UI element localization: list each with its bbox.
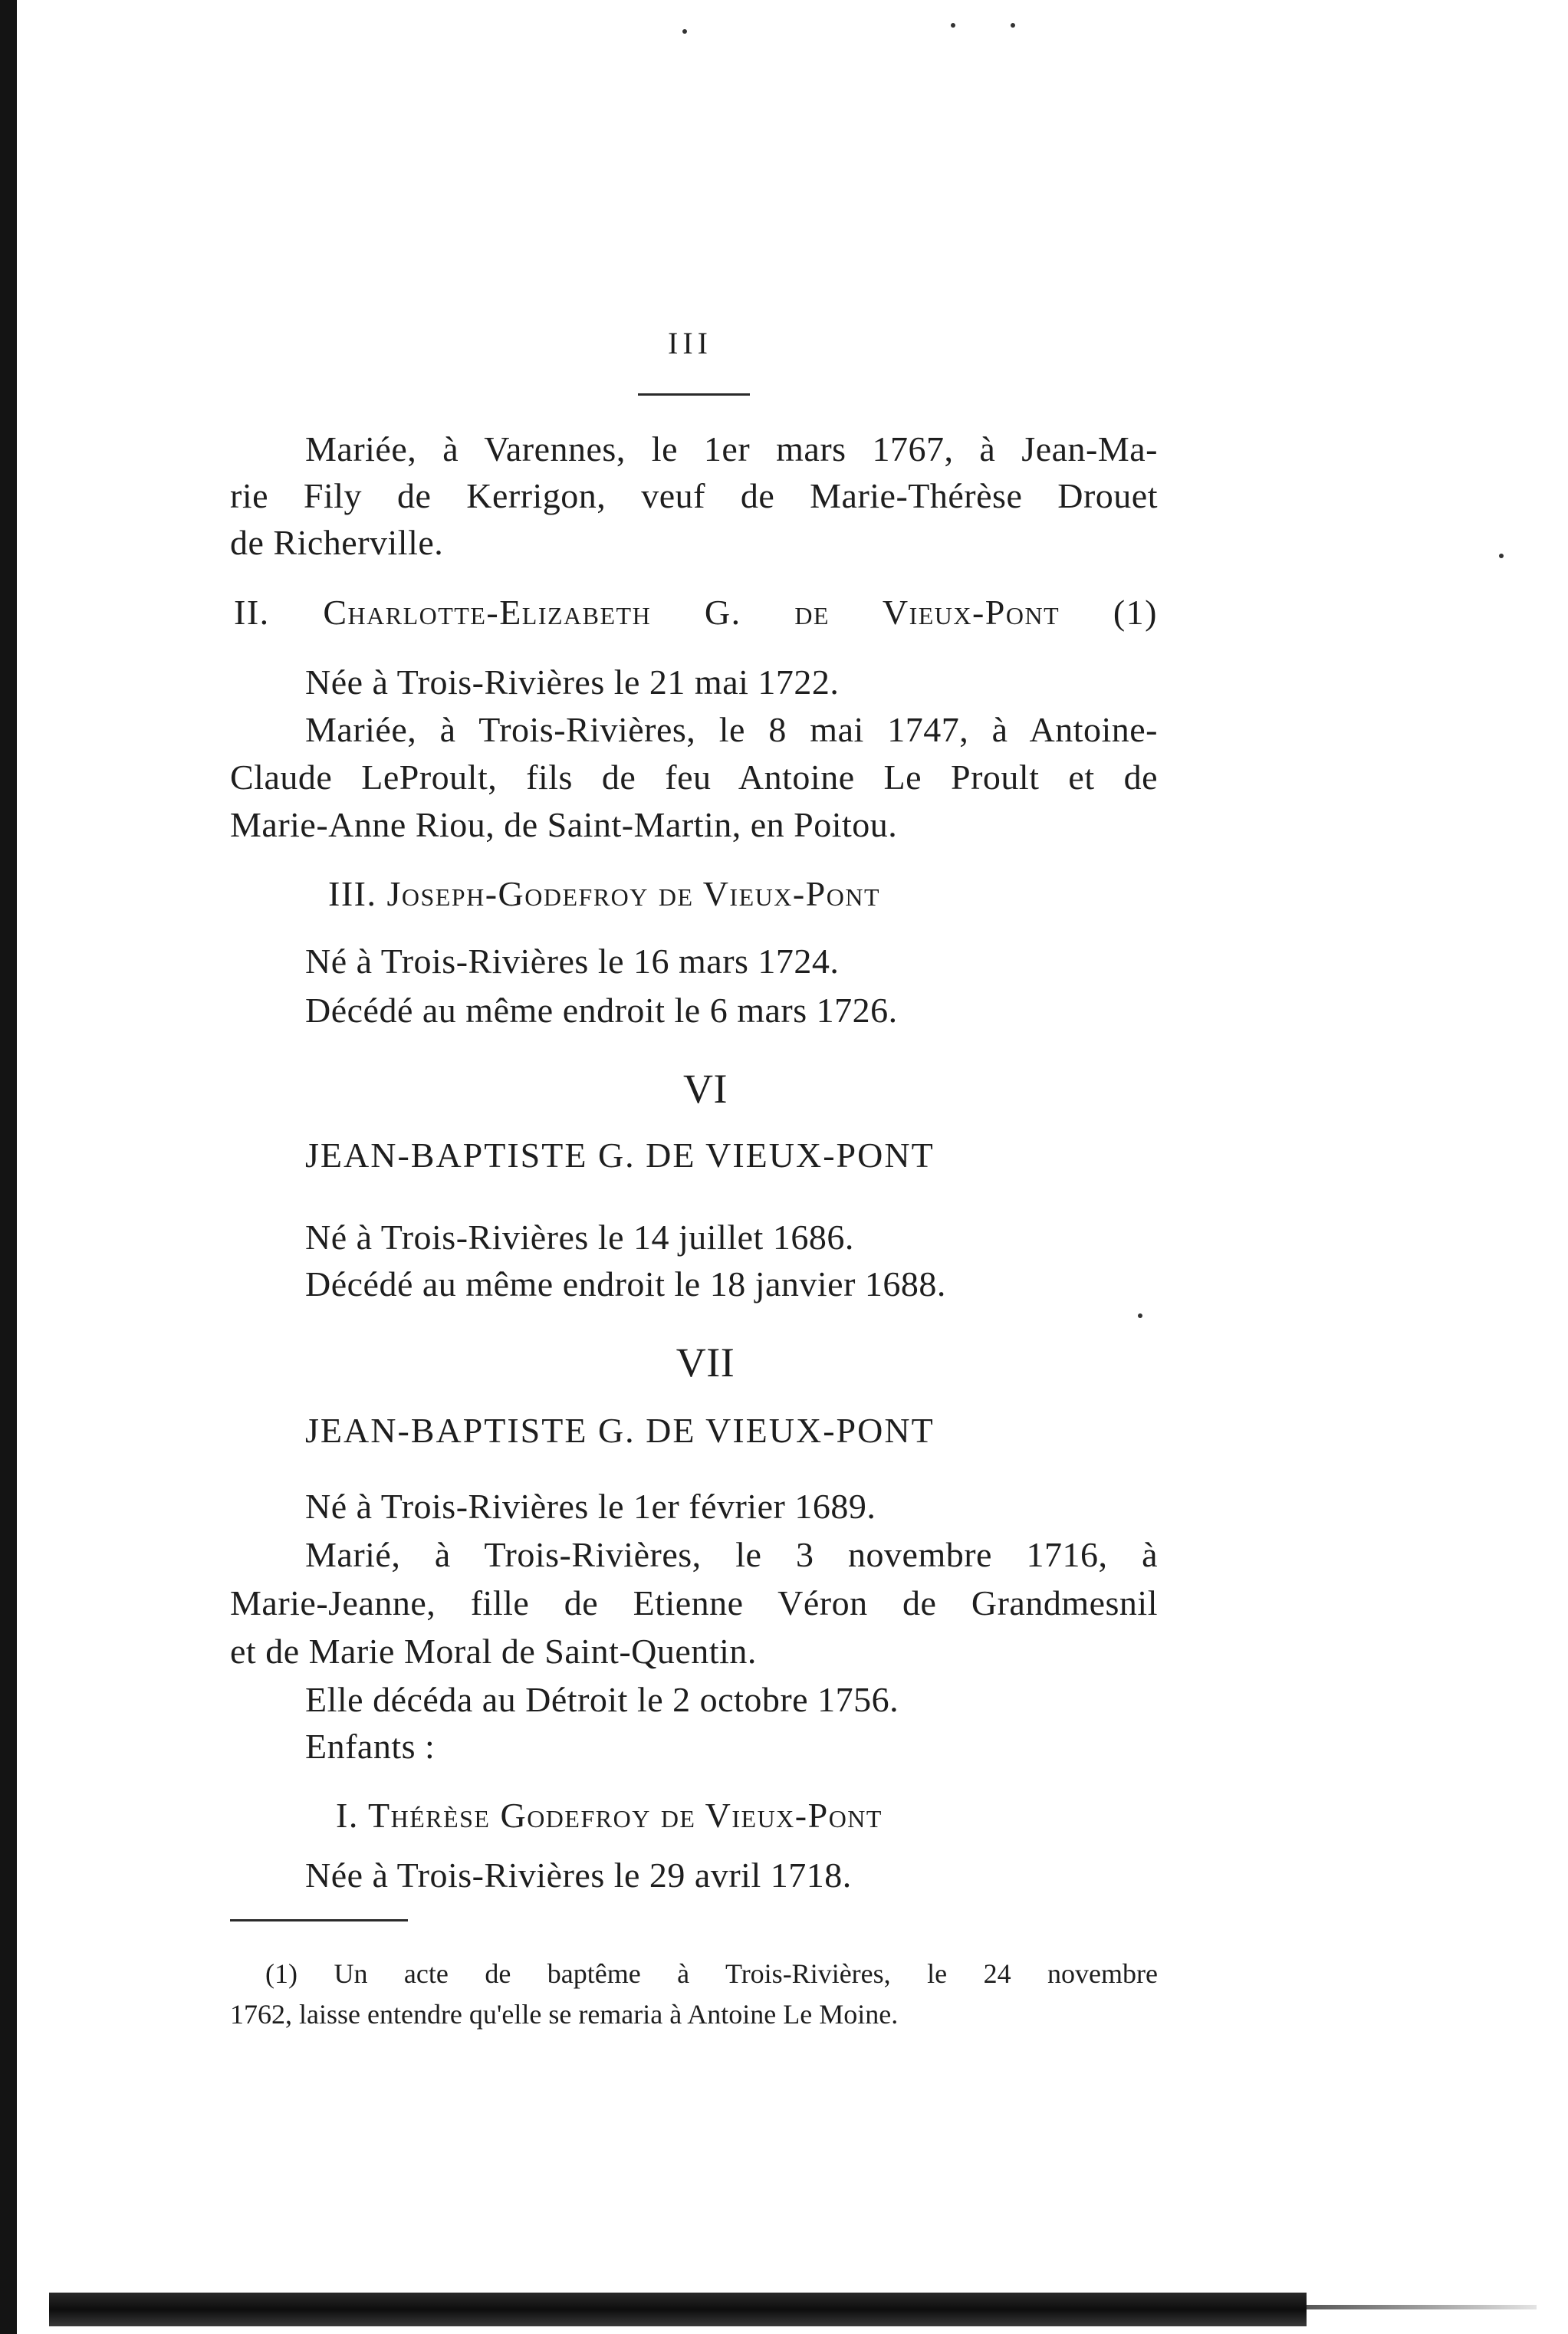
text-line: Mariée, à Trois-Rivières, le 8 mai 1747, à Antoine- [305,710,1158,749]
text-line: Né à Trois-Rivières le 16 mars 1724. [305,942,840,981]
section-number: VI [683,1066,728,1112]
scan-speck [951,23,955,28]
text-line: rie Fily de Kerrigon, veuf de Marie-Thérèse Drouet [230,476,1158,515]
text-line: Enfants : [305,1727,436,1766]
section-number: VII [676,1340,735,1386]
scan-speck [1011,23,1015,28]
text-line: Claude LeProult, fils de feu Antoine Le Proult et de [230,758,1158,797]
scan-shadow-left [0,0,17,2334]
entry-heading: III. Joseph-Godefroy de Vieux-Pont [328,874,881,913]
text-line: et de Marie Moral de Saint-Quentin. [230,1632,757,1671]
page-number: III [668,326,712,360]
text-line: Né à Trois-Rivières le 14 juillet 1686. [305,1218,854,1257]
footnote-rule [230,1919,408,1921]
text-line: Née à Trois-Rivières le 21 mai 1722. [305,662,840,702]
text-line: Né à Trois-Rivières le 1er février 1689. [305,1487,876,1526]
scan-speck [1138,1313,1142,1318]
entry-heading: I. Thérèse Godefroy de Vieux-Pont [336,1796,883,1835]
section-heading: JEAN-BAPTISTE G. DE VIEUX-PONT [305,1411,935,1450]
section-heading: JEAN-BAPTISTE G. DE VIEUX-PONT [305,1136,935,1175]
entry-heading: II. Charlotte-Elizabeth G. de Vieux-Pont (1) [234,593,1158,632]
scan-shadow-bottom [49,2293,1307,2326]
header-rule [638,393,750,396]
text-line: Marie-Jeanne, fille de Etienne Véron de Grandmesnil [230,1583,1158,1622]
text-line: Née à Trois-Rivières le 29 avril 1718. [305,1856,852,1895]
text-line: Elle décéda au Détroit le 2 octobre 1756. [305,1680,899,1719]
footnote-line: (1) Un acte de baptême à Trois-Rivières, le 24 novembre [265,1958,1158,1989]
text-line: Marie-Anne Riou, de Saint-Martin, en Poitou. [230,805,898,844]
text-line: de Richerville. [230,523,444,562]
text-line: Mariée, à Varennes, le 1er mars 1767, à Jean-Ma- [305,429,1158,468]
text-line: Décédé au même endroit le 18 janvier 1688. [305,1264,946,1303]
scan-shadow-bottom-fade [1307,2305,1537,2309]
scan-speck [682,29,687,34]
text-line: Marié, à Trois-Rivières, le 3 novembre 1716, à [305,1535,1158,1574]
scan-speck [1499,554,1504,558]
text-line: Décédé au même endroit le 6 mars 1726. [305,991,898,1030]
footnote-line: 1762, laisse entendre qu'elle se remaria à Antoine Le Moine. [230,1999,899,2030]
